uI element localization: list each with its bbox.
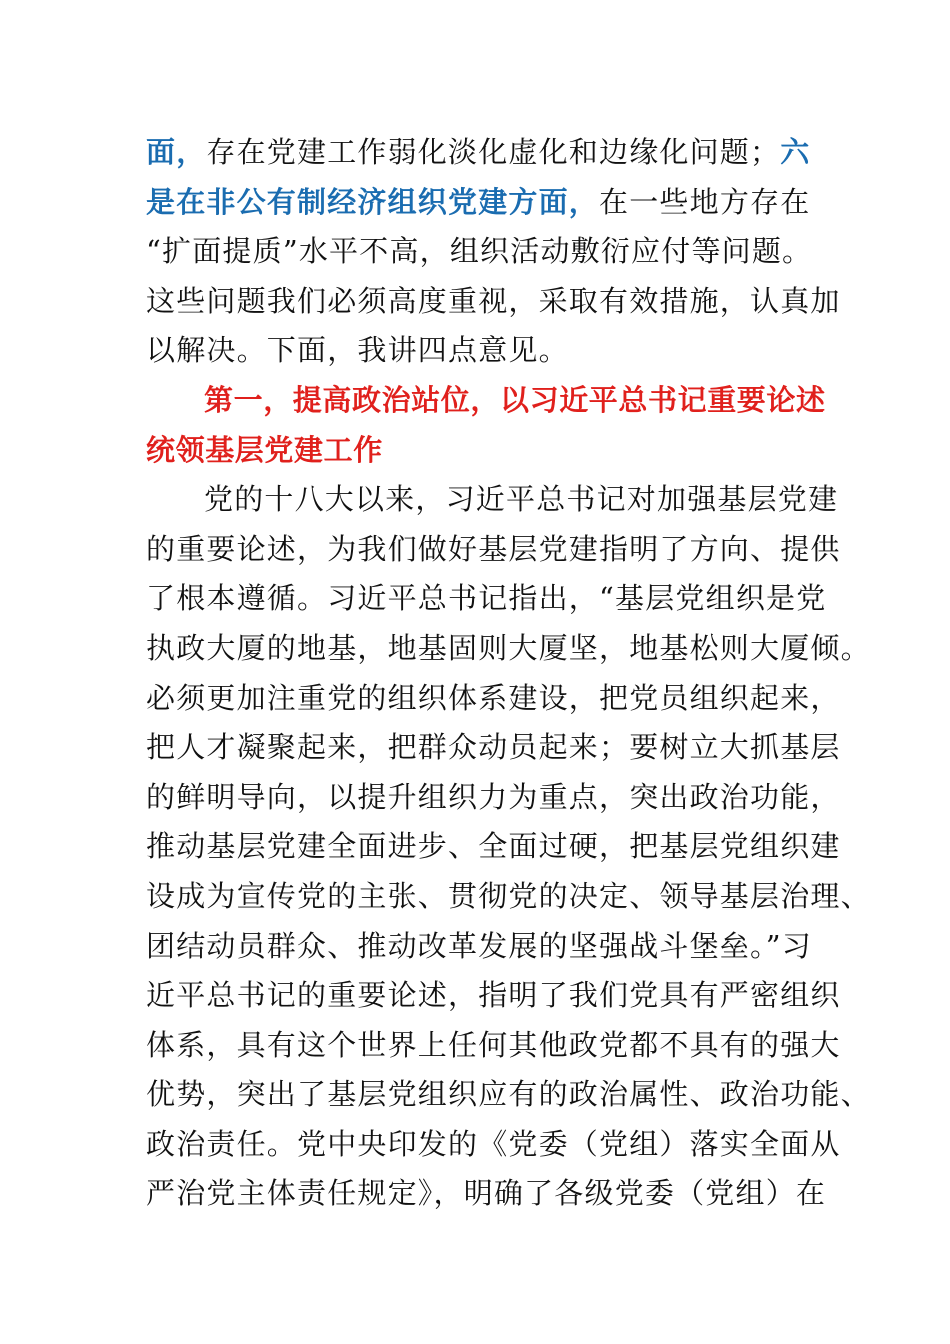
paragraph-line: 优势，突出了基层党组织应有的政治属性、政治功能、	[146, 1077, 871, 1112]
body-text: 在一些地方存在	[599, 184, 811, 219]
paragraph-line: 了根本遵循。习近平总书记指出，“基层党组织是党	[146, 581, 827, 616]
paragraph-line: 体系，具有这个世界上任何其他政党都不具有的强大	[146, 1027, 841, 1062]
paragraph-line	[146, 128, 826, 178]
paragraph-line: 的鲜明导向，以提升组织力为重点，突出政治功能，	[146, 779, 841, 814]
highlight-text: 六	[780, 135, 811, 169]
paragraph-line: 以解决。下面，我讲四点意见。	[146, 333, 569, 368]
paragraph-line: 必须更加注重党的组织体系建设，把党员组织起来，	[146, 680, 841, 715]
paragraph-line	[146, 178, 826, 228]
highlight-text: 面，	[146, 135, 207, 169]
paragraph-line: 党的十八大以来，习近平总书记对加强基层党建	[204, 482, 839, 517]
highlight-text: 是在非公有制经济组织党建方面，	[146, 184, 600, 219]
paragraph-line: 把人才凝聚起来，把群众动员起来；要树立大抓基层	[146, 730, 841, 765]
paragraph-line: 政治责任。党中央印发的《党委（党组）落实全面从	[146, 1126, 841, 1161]
document-body	[146, 128, 871, 1219]
paragraph-line: 的重要论述，为我们做好基层党建指明了方向、提供	[146, 531, 841, 566]
paragraph-line: “扩面提质”水平不高，组织活动敷衍应付等问题。	[146, 234, 813, 269]
section-heading: 第一，提高政治站位，以习近平总书记重要论述	[204, 382, 826, 417]
paragraph-line: 设成为宣传党的主张、贯彻党的决定、领导基层治理、	[146, 878, 871, 913]
paragraph-line: 团结动员群众、推动改革发展的坚强战斗堡垒。”习	[146, 928, 812, 963]
body-text: 存在党建工作弱化淡化虚化和边缘化问题；	[206, 135, 781, 169]
paragraph-line: 推动基层党建全面进步、全面过硬，把基层党组织建	[146, 829, 841, 864]
paragraph-line: 这些问题我们必须高度重视，采取有效措施，认真加	[146, 283, 841, 318]
paragraph-line: 执政大厦的地基，地基固则大厦坚，地基松则大厦倾。	[146, 630, 871, 665]
paragraph-line: 严治党主体责任规定》，明确了各级党委（党组）在	[146, 1176, 827, 1211]
section-heading: 统领基层党建工作	[146, 432, 383, 467]
paragraph-line: 近平总书记的重要论述，指明了我们党具有严密组织	[146, 978, 841, 1013]
